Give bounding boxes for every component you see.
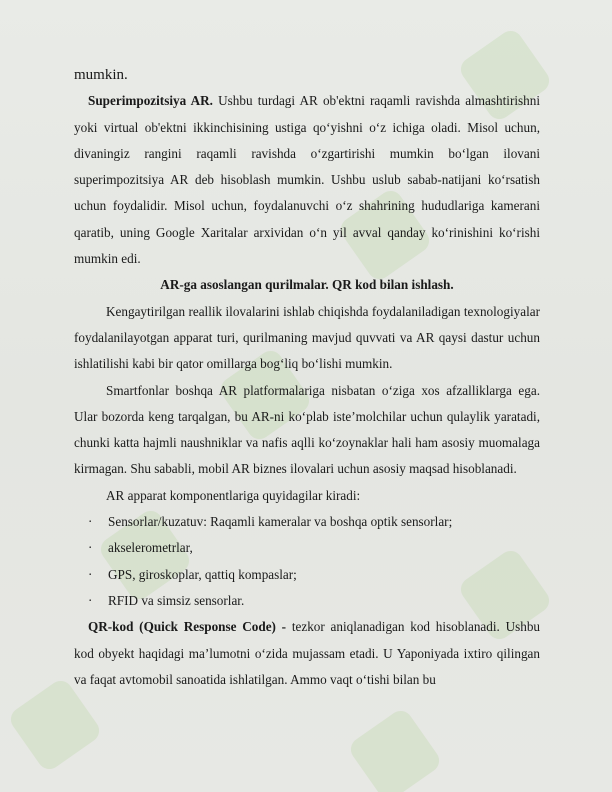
continuation-line: mumkin. (74, 67, 128, 83)
watermark-shape (346, 706, 443, 792)
section-heading: AR-ga asoslangan qurilmalar. QR kod bilan ishlash. (160, 277, 454, 293)
term-qr-code: QR-kod (Quick Response Code) - (88, 619, 287, 635)
term-superimposition: Superimpozitsiya AR. (88, 93, 213, 109)
bullet-mark: · (88, 514, 93, 530)
list-item: · RFID va simsiz sensorlar. (74, 588, 540, 614)
bullet-mark: · (88, 540, 93, 556)
paragraph-technologies: Kengaytirilgan reallik ilovalarini ishlab chiqishda foydalaniladigan texnologiyalar foydalanilayotgan apparat turi, qurilmaning mavjud quvvati va AR qaysi dastur uchun ishlatilishi kabi bir qator omillarga bog‘liq bo‘lishi mumkin. (74, 303, 540, 372)
component-list (74, 509, 540, 614)
paragraph-text: Ushbu turdagi AR ob'ektni raqamli ravishda almashtirishni yoki virtual ob'ektni ikkinchisining ustiga qo‘yishni o‘z ichiga oladi. Misol uchun, divaningiz rangini raqamli ravishda o‘zgartirishi mumkin bo‘lgan ilovani superimpozitsiya AR deb hisoblash mumkin. Ushbu uslub sabab-natijani ko‘rsatish uchun foydalidir. Misol uchun, foydalanuvchi o‘z shahrining hududlariga kamerani qaratib, uning Google Xaritalar arxividan o‘n yil avval qanday ko‘rinishini ko‘rishi mumkin edi. (74, 93, 540, 267)
paragraph-text: tezkor aniqlanadigan kod hisoblanadi. Ushbu kod obyekt haqidagi ma’lumotni o‘zida mujassam etadi. U Yaponiyada ixtiro qilingan va faqat avtomobil sanoatida ishlatilgan. Ammo vaqt o‘tishi bilan bu (74, 619, 541, 687)
bullet-mark: · (88, 592, 93, 608)
bullet-mark: · (88, 566, 93, 582)
document-body (74, 62, 540, 693)
paragraph-smartphones: Smartfonlar boshqa AR platformalariga nisbatan o‘ziga xos afzalliklarga ega. Ular bozorda keng tarqalgan, bu AR-ni ko‘plab iste’molchilar uchun qulaylik yaratadi, chunki katta hajmli naushniklar va nafis aqlli ko‘zoynaklar hali ham asosiy muomalaga kirmagan. Shu sababli, mobil AR biznes ilovalari uchun asosiy maqsad hisoblanadi. (74, 382, 540, 477)
list-item: · akselerometrlar, (74, 535, 540, 561)
list-intro: AR apparat komponentlariga quyidagilar kiradi: (106, 487, 361, 503)
list-item: · GPS, giroskoplar, qattiq kompaslar; (74, 562, 540, 588)
list-item: · Sensorlar/kuzatuv: Raqamli kameralar va boshqa optik sensorlar; (74, 509, 540, 535)
paragraph-superimposition (74, 88, 540, 272)
paragraph-qr-code (74, 614, 540, 693)
